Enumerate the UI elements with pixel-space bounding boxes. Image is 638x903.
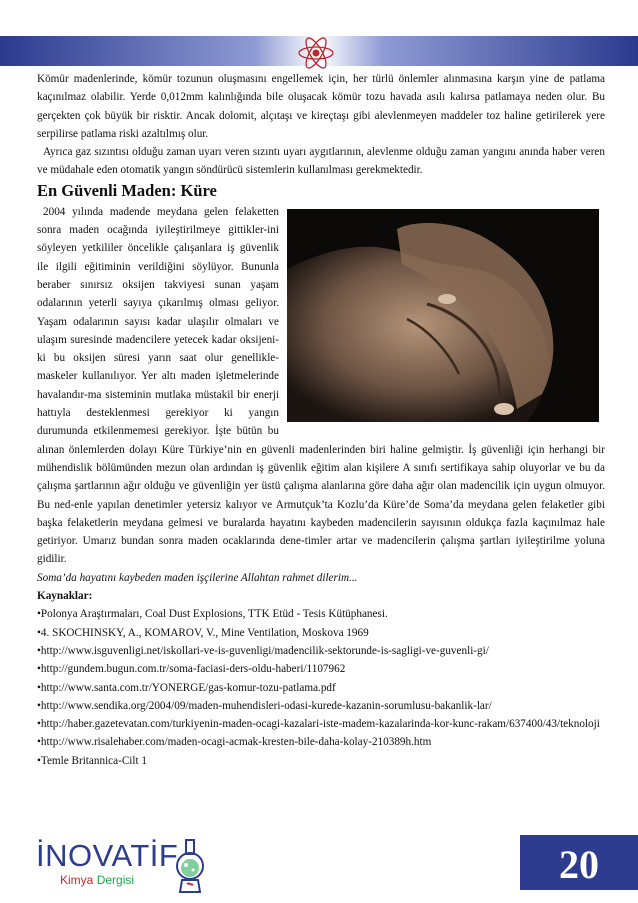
logo-text: İNOVATİF (36, 838, 179, 873)
reference-item: •http://www.santa.com.tr/YONERGE/gas-komur-tozu-patlama.pdf (37, 681, 336, 694)
closing-line: Soma’da hayatını kaybeden maden işçilerine Allahtan rahmet dilerim... (37, 571, 358, 584)
page-number-box (520, 835, 638, 890)
flask-icon (170, 838, 210, 894)
article-body (37, 70, 605, 770)
reference-item: •4. SKOCHINSKY, A., KOMAROV, V., Mine Ventilation, Moskova 1969 (37, 626, 369, 639)
logo-subtitle-kimya: Kimya (60, 873, 94, 887)
reference-item: •http://gundem.bugun.com.tr/soma-faciasi-ders-oldu-haberi/1107962 (37, 663, 346, 676)
reference-item: •Polonya Araştırmaları, Coal Dust Explosions, TTK Etüd - Tesis Kütüphanesi. (37, 608, 388, 621)
reference-item: •http://www.sendika.org/2004/09/maden-muhendisleri-odasi-kurede-kazanin-sorumlusu-bakanlik-lar/ (37, 699, 492, 712)
page-number: 20 (559, 842, 599, 887)
logo-subtitle-dergisi: Dergisi (96, 873, 135, 887)
hands-photo (287, 209, 599, 422)
paragraph-coal-dust: Kömür madenlerinde, kömür tozunun oluşmasını engellemek için, her türlü önlemler alınmasına karşın yine de patlama kaçınılmaz olabilir. Yerde 0,012mm kalınlığında bile oluşacak kömür tozu havada asılı kalırsa patlamaya neden olur. Bu gerçekten çok büyük bir risktir. Ancak dolomit, alçıtaşı ve kireçtaşı gibi alevlenmeyen maddeler toz haline getirilerek yere serpilirse patlama riski azaltılmış olur. (37, 73, 605, 140)
reference-item: •Temle Britannica-Cilt 1 (37, 754, 148, 767)
reference-item: •http://www.isguvenligi.net/iskollari-ve-is-guvenligi/madencilik-sektorunde-is-sagligi-ve-guvenli-gi/ (37, 644, 489, 657)
logo-subtitle (60, 873, 134, 887)
reference-item: •http://haber.gazetevatan.com/turkiyenin-maden-ocagi-kazalari-iste-madem-kazalarinda-kor-kunc-rakam/637400/43/teknoloji (37, 718, 600, 731)
references-title: Kaynaklar: (37, 590, 93, 603)
paragraph-gas-leak: Ayrıca gaz sızıntısı olduğu zaman uyarı veren sızıntı uyarı aygıtlarının, alevlenme olduğu zaman yangını anında haber veren ve müdahale eden otomatik yangın söndürücü sistemlerin kullanılması gerekmektedir. (37, 146, 605, 177)
paragraph-kure: 2004 yılında madende meydana gelen felaketten sonra maden ocağında iyileştirilmeye gittikler-ini söyleyen yetkililer öncelikle çalışanlara iş güvenlik ile ilgili eğitiminin verildiğini söylüyor. Bununla beraber sınırsız oksijen takviyesi sunan yaşam odalarının yeterli sayıya çıkarılmış olması geliyor. Yaşam odalarının sayısı kadar ulaşılır olmaları ve ulaşım suresinde madencilere yetecek kadar oksijeni-ki bu oksijen süresi yarın saat olur genellikle-maskeler kullanılıyor. Yer altı maden işletmelerinde havalandır-ma sisteminin mutlaka müstakil bir enerji hattıyla desteklenmesi gerekiyor ki yangın durumunda etkilenmemesi gerekiyor. İşte bütün bu alınan önlemlerden dolayı Küre Türkiye’nin en güvenli madenlerinden biri haline gelmiştir. İş güvenliği için herhangi bir mühendislik bölümünden mezun olan ardından iş güvenlik eğitim alan kişilere A sınıfı sertifikaya sahip oluyorlar ve bu da çalışma şartlarının ağır olduğu ve güvenliğin yer üstü çalışma alanlarına göre daha ağır olan madencilik için uygun olmuyor. Bu ned-enle yapılan denetimler yetersiz kalıyor ve Armutçuk’ta Kozlu’da Küre’de Soma’da meydana gelen felaketler gibi başka felaketlerin meydana gelmesi ve buralarda hayatını kaybeden madencilerin sayısının oldukça fazla kaçınılmaz hale getiriyor. Umarız bundan sonra maden ocaklarında dene-timler artar ve madencilerin çalışma şartları iyileştirilme yoluna gidilir. (37, 205, 605, 566)
reference-item: •http://www.risalehaber.com/maden-ocagi-acmak-kresten-bile-daha-kolay-210389h.htm (37, 736, 432, 749)
section-heading: En Güvenli Maden: Küre (37, 180, 217, 200)
atom-icon (296, 33, 336, 73)
magazine-logo (36, 838, 216, 894)
